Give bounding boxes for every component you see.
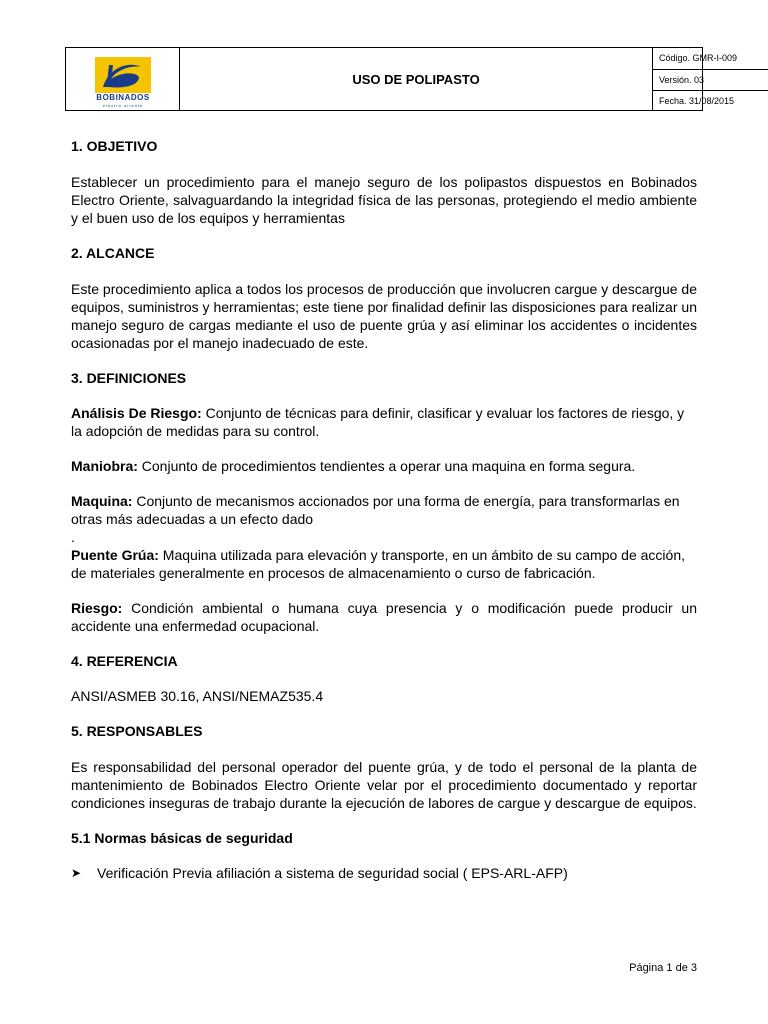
definition-term: Maquina: [71, 493, 133, 509]
heading-normas: 5.1 Normas básicas de seguridad [71, 830, 293, 846]
arrow-bullet-icon: ➤ [71, 866, 82, 880]
definition-term: Puente Grúa: [71, 547, 159, 563]
definition-term: Maniobra: [71, 458, 138, 474]
alcance-text: Este procedimiento aplica a todos los procesos de producción que involucren cargue y descargue de equipos, suministros y herramientas; este tiene por finalidad definir las disposiciones para realizar un manejo seguro de cargas mediante el uso de puente grúa y así eliminar los accidentes o incidentes ocasionadas por el manejo inadecuado de este. [71, 281, 697, 351]
heading-referencia: 4. REFERENCIA [71, 653, 178, 669]
heading-responsables: 5. RESPONSABLES [71, 723, 203, 739]
version-field: Versión. 03 [653, 69, 768, 89]
definition-item [71, 492, 697, 528]
fecha-field: Fecha. 31/08/2015 [653, 90, 768, 110]
definition-text: Conjunto de procedimientos tendientes a operar una maquina en forma segura. [137, 458, 636, 474]
heading-objetivo: 1. OBJETIVO [71, 138, 158, 154]
meta-cell [653, 48, 738, 110]
bobinados-logo-icon [95, 57, 151, 93]
document-body [71, 137, 697, 882]
logo-cell [66, 48, 180, 110]
definition-term: Riesgo: [71, 600, 123, 616]
definition-text: Conjunto de técnicas para definir, clasificar y evaluar los factores de riesgo, y la adopción de medidas para su control. [71, 405, 685, 439]
logo-subtitle: electro oriente [102, 103, 144, 108]
stray-dot: . [71, 529, 75, 545]
page-number: Página 1 de 3 [629, 962, 697, 974]
bullet-text: Verificación Previa afiliación a sistema de seguridad social ( EPS-ARL-AFP) [97, 865, 568, 881]
logo-brand: BOBINADOS [96, 93, 150, 102]
heading-definiciones: 3. DEFINICIONES [71, 370, 187, 386]
definition-text: Conjunto de mecanismos accionados por una forma de energía, para transformarlas en otras más adecuadas a un efecto dado [71, 493, 680, 527]
definition-item [71, 404, 697, 440]
definition-item [71, 457, 697, 475]
objetivo-text: Establecer un procedimiento para el manejo seguro de los polipastos dispuestos en Bobinados Electro Oriente, salvaguardando la integridad física de las personas, protegiendo el medio ambiente y el buen uso de los equipos y herramientas [71, 174, 697, 226]
list-item [71, 864, 697, 882]
definition-text: Condición ambiental o humana cuya presencia y o modificación puede producir un accidente una enfermedad ocupacional. [71, 600, 697, 634]
definition-term: Análisis De Riesgo: [71, 405, 202, 421]
responsables-text: Es responsabilidad del personal operador del puente grúa, y de todo el personal de la planta de mantenimiento de Bobinados Electro Oriente velar por el procedimiento documentado y reportar condiciones inseguras de trabajo durante la ejecución de labores de cargue y descargue de equipos. [71, 759, 697, 811]
definition-item [71, 599, 697, 635]
heading-alcance: 2. ALCANCE [71, 245, 155, 261]
document-title: USO DE POLIPASTO [180, 48, 653, 110]
codigo-field: Código. GMR-I-009 [659, 53, 738, 63]
header-table [65, 47, 738, 111]
definition-item [71, 546, 697, 582]
definition-text: Maquina utilizada para elevación y transporte, en un ámbito de su campo de acción, de materiales generalmente en procesos de almacenamiento o curso de fabricación. [71, 547, 685, 581]
referencia-text: ANSI/ASMEB 30.16, ANSI/NEMAZ535.4 [71, 688, 324, 704]
